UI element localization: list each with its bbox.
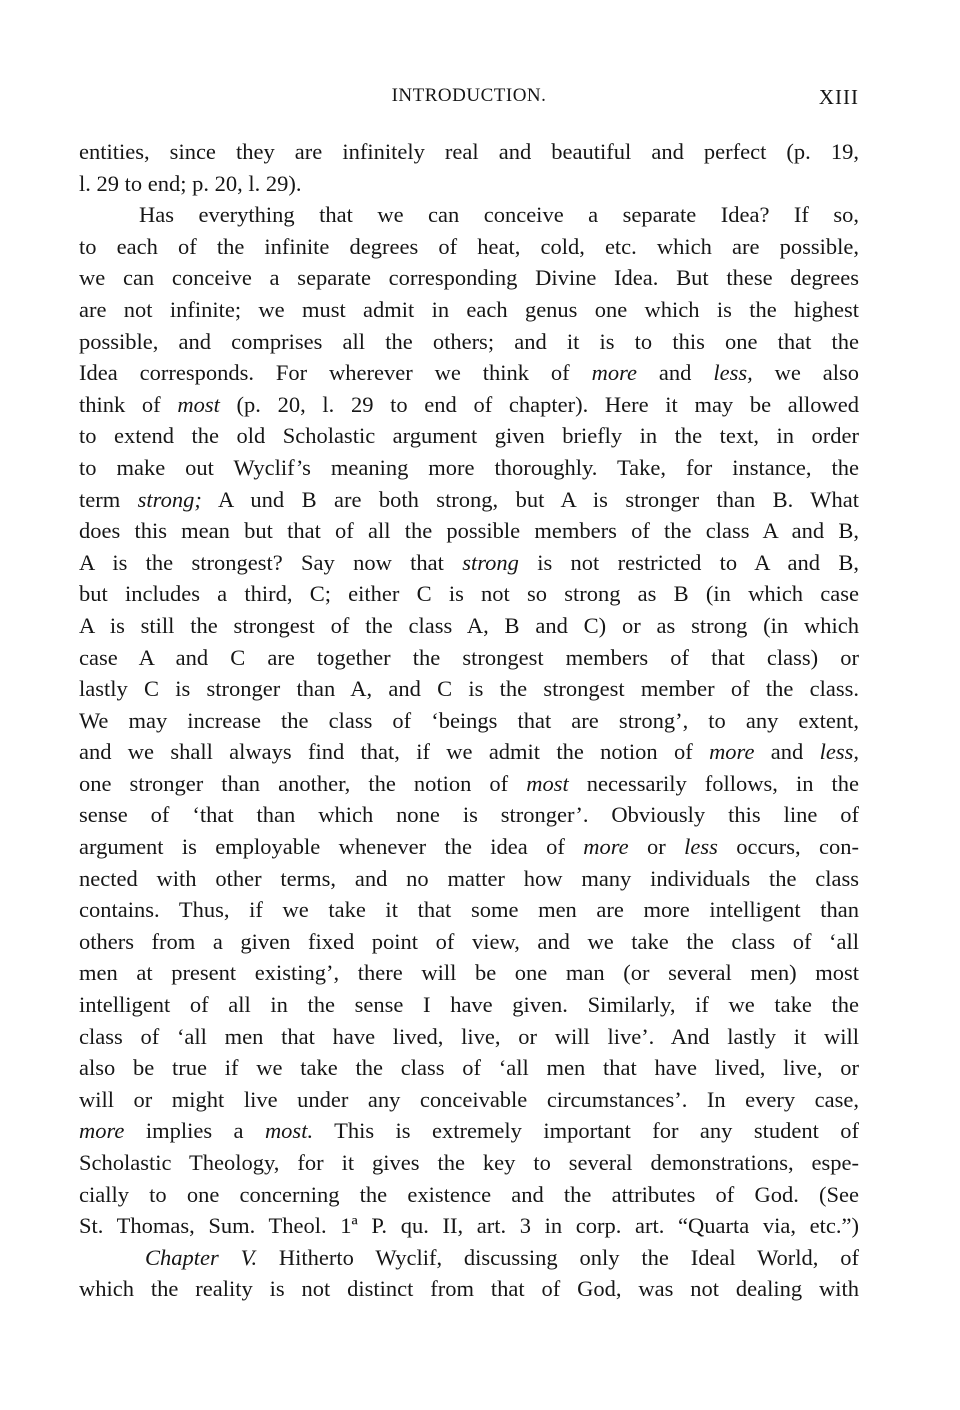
text-line xyxy=(79,484,859,516)
text-line xyxy=(79,831,859,863)
text-line xyxy=(79,1084,859,1116)
text-segment: are not infinite; we must admit in each genus one which is the highest xyxy=(79,296,859,322)
text-line xyxy=(79,673,859,705)
italic-text: more xyxy=(709,739,755,765)
text-segment: occurs, con- xyxy=(717,834,859,860)
text-line xyxy=(79,799,859,831)
text-segment: nected with other terms, and no matter how many individuals the class xyxy=(79,865,859,891)
text-segment: argument is employable whenever the idea of xyxy=(79,834,584,860)
text-segment: necessarily follows, in the xyxy=(568,770,859,796)
italic-text: more xyxy=(79,1118,125,1144)
text-segment: men at present existing’, there will be one man (or several men) most xyxy=(79,960,859,986)
text-segment: think of xyxy=(79,391,178,417)
text-segment: We may increase the class of ‘beings that are strong’, to any extent, xyxy=(79,707,859,733)
text-line xyxy=(79,926,859,958)
text-line xyxy=(79,1052,859,1084)
text-line xyxy=(79,957,859,989)
italic-text: less xyxy=(684,834,718,860)
text-line xyxy=(79,1179,859,1211)
page-number: XIII xyxy=(818,85,859,109)
text-segment: (p. 20, l. 29 to end of chapter). Here it may be allowed xyxy=(219,391,859,417)
text-line xyxy=(79,420,859,452)
text-line xyxy=(79,294,859,326)
italic-text: less, xyxy=(713,360,753,386)
text-segment: A is the strongest? Say now that xyxy=(79,549,463,575)
body-text xyxy=(79,136,859,1305)
text-line xyxy=(79,547,859,579)
text-segment: to extend the old Scholastic argument given briefly in the text, in order xyxy=(79,423,859,449)
text-line xyxy=(79,610,859,642)
italic-text: most xyxy=(526,770,569,796)
running-head xyxy=(79,85,859,115)
text-segment: St. Thomas, Sum. Theol. 1ª P. qu. II, art. 3 in corp. art. “Quarta via, etc.”) xyxy=(79,1213,859,1239)
text-segment: we also xyxy=(752,360,859,386)
text-segment: This is extremely important for any student of xyxy=(313,1118,859,1144)
text-segment: also be true if we take the class of ‘all men that have lived, live, or xyxy=(79,1055,859,1081)
text-line xyxy=(79,168,859,200)
text-segment: contains. Thus, if we take it that some men are more intelligent than xyxy=(79,897,859,923)
text-segment: class of ‘all men that have lived, live, or will live’. And lastly it will xyxy=(79,1023,859,1049)
text-line xyxy=(79,515,859,547)
text-segment: Hitherto Wyclif, discussing only the Ideal World, of xyxy=(257,1244,859,1270)
text-segment: Scholastic Theology, for it gives the key to several demonstrations, espe- xyxy=(79,1150,859,1175)
text-segment: Idea corresponds. For wherever we think of xyxy=(79,360,592,386)
text-segment: or xyxy=(628,834,685,860)
text-line xyxy=(79,1147,859,1179)
text-line xyxy=(79,1242,859,1274)
text-segment: and we shall always find that, if we admit the notion of xyxy=(79,739,710,765)
text-line xyxy=(79,863,859,895)
text-segment: case A and C are together the strongest members of that class) or xyxy=(79,644,859,670)
italic-text: strong; xyxy=(137,486,202,512)
text-line xyxy=(79,1115,859,1147)
text-segment: but includes a third, C; either C is not so strong as B (in which case xyxy=(79,581,859,607)
text-segment: one stronger than another, the notion of xyxy=(79,770,527,796)
text-segment: to make out Wyclif’s meaning more thoroughly. Take, for instance, the xyxy=(79,454,859,480)
text-segment: is not restricted to A and B, xyxy=(518,549,859,575)
text-segment: A und B are both strong, but A is stronger than B. What xyxy=(201,486,860,512)
text-segment: implies a xyxy=(124,1118,265,1144)
text-segment: and xyxy=(637,360,714,386)
text-segment: term xyxy=(79,486,138,512)
text-line xyxy=(79,389,859,421)
text-segment: to each of the infinite degrees of heat, cold, etc. which are possible, xyxy=(79,233,859,259)
text-segment: and xyxy=(754,739,820,765)
text-line xyxy=(79,705,859,737)
text-line xyxy=(79,452,859,484)
text-segment: Has everything that we can conceive a separate Idea? If so, xyxy=(139,202,859,228)
text-segment: will or might live under any conceivable circumstances’. In every case, xyxy=(79,1086,859,1112)
text-line xyxy=(79,736,859,768)
text-line xyxy=(79,136,859,168)
text-segment: entities, since they are infinitely real and beautiful and perfect (p. 19, xyxy=(79,139,859,164)
text-line xyxy=(79,357,859,389)
text-line xyxy=(79,231,859,263)
text-line xyxy=(79,1021,859,1053)
text-segment: cially to one concerning the existence and the attributes of God. (See xyxy=(79,1181,859,1207)
italic-text: less, xyxy=(819,739,859,765)
text-segment: which the reality is not distinct from that of God, was not dealing with xyxy=(79,1276,859,1302)
text-segment: sense of ‘that than which none is stronger’. Obviously this line of xyxy=(79,802,859,828)
italic-text: more xyxy=(583,834,629,860)
text-segment: others from a given fixed point of view, and we take the class of ‘all xyxy=(79,928,859,954)
text-line xyxy=(79,642,859,674)
italic-text: Chapter V. xyxy=(145,1244,258,1270)
text-segment: l. 29 to end; p. 20, l. 29). xyxy=(79,170,302,196)
italic-text: most. xyxy=(264,1118,314,1144)
text-segment: does this mean but that of all the possible members of the class A and B, xyxy=(79,518,859,544)
text-line xyxy=(79,199,859,231)
text-line xyxy=(79,1273,859,1305)
text-line xyxy=(79,768,859,800)
text-line xyxy=(79,326,859,358)
italic-text: strong xyxy=(462,549,519,575)
italic-text: most xyxy=(177,391,220,417)
text-segment: we can conceive a separate corresponding Divine Idea. But these degrees xyxy=(79,265,859,291)
text-segment: possible, and comprises all the others; and it is to this one that the xyxy=(79,328,859,354)
text-line xyxy=(79,578,859,610)
text-segment: intelligent of all in the sense I have given. Similarly, if we take the xyxy=(79,992,859,1018)
text-line xyxy=(79,894,859,926)
text-line xyxy=(79,262,859,294)
text-segment: A is still the strongest of the class A, B and C) or as strong (in which xyxy=(79,612,859,638)
text-line xyxy=(79,989,859,1021)
running-head-title: INTRODUCTION. xyxy=(391,85,547,106)
italic-text: more xyxy=(591,360,638,386)
text-segment: lastly C is stronger than A, and C is the strongest member of the class. xyxy=(79,676,859,702)
text-line xyxy=(79,1210,859,1242)
